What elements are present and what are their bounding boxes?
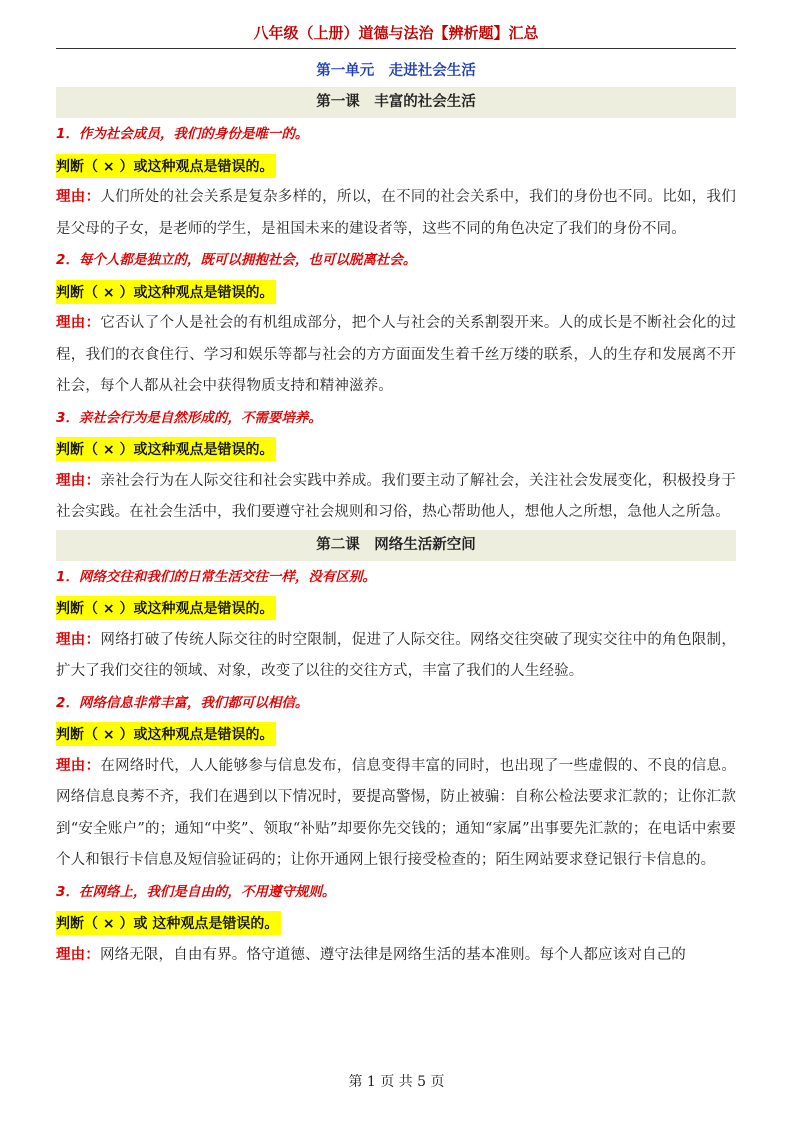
- lesson-heading: 第一课 丰富的社会生活: [56, 87, 736, 118]
- reason-paragraph: [56, 308, 736, 403]
- question: 3．在网络上，我们是自由的，不用遵守规则。: [56, 883, 336, 900]
- reason-paragraph: [56, 466, 736, 529]
- reason-paragraph: [56, 182, 736, 245]
- judgment-highlight: 判断（ × ）或这种观点是错误的。: [56, 280, 276, 304]
- question: 1．网络交往和我们的日常生活交往一样，没有区别。: [56, 568, 376, 585]
- judgment-highlight: 判断（ × ）或这种观点是错误的。: [56, 437, 276, 461]
- question: 3．亲社会行为是自然形成的，不需要培养。: [56, 409, 322, 426]
- document-title: 八年级（上册）道德与法治【辨析题】汇总: [253, 24, 539, 42]
- reason-label: 理由：: [56, 757, 101, 774]
- question: 2．每个人都是独立的，既可以拥抱社会，也可以脱离社会。: [56, 252, 417, 268]
- reason-text: 在网络时代，人人能够参与信息发布，信息变得丰富的同时，也出现了一些虚假的、不良的信息。网络信息良莠不齐，我们在遇到以下情况时，要提高警惕，防止被骗：自称公检法要求汇款的；让你汇款到“安全账户”的；通知“中奖”、领取“补贴”却要你先交钱的；通知“家属”出事要先汇款的；在电话中索要个人和银行卡信息及短信验证码的；让你开通网上银行接受检查的；陌生网站要求登记银行卡信息的。: [56, 757, 736, 868]
- judgment-row: [56, 275, 736, 308]
- reason-text: 人们所处的社会关系是复杂多样的，所以，在不同的社会关系中，我们的身份也不同。比如，我们是父母的子女，是老师的学生，是祖国未来的建设者等，这些不同的角色决定了我们的身份不同。: [56, 189, 736, 237]
- reason-paragraph: [56, 625, 736, 688]
- question: 1．作为社会成员，我们的身份是唯一的。: [56, 126, 309, 142]
- reason-label: 理由：: [56, 946, 100, 963]
- reason-label: 理由：: [56, 315, 101, 331]
- reason-label: 理由：: [56, 472, 101, 489]
- judgment-row: [56, 907, 736, 940]
- judgment-row: [56, 149, 736, 182]
- judgment-row: [56, 433, 736, 466]
- judgment-highlight: 判断（ × ）或这种观点是错误的。: [56, 154, 276, 178]
- lesson-heading: 第二课 网络生活新空间: [56, 530, 736, 561]
- page-number: 第 1 页 共 5 页: [348, 1074, 445, 1090]
- title-divider: [56, 48, 736, 49]
- reason-text: 亲社会行为在人际交往和社会实践中养成。我们要主动了解社会，关注社会发展变化，积极投身于社会实践。在社会生活中，我们要遵守社会规则和习俗，热心帮助他人，想他人之所想，急他人之所急。: [56, 472, 736, 520]
- reason-text: 网络打破了传统人际交往的时空限制，促进了人际交往。网络交往突破了现实交往中的角色限制，扩大了我们交往的领域、对象，改变了以往的交往方式，丰富了我们的人生经验。: [56, 631, 736, 679]
- reason-text: 它否认了个人是社会的有机组成部分，把个人与社会的关系割裂开来。人的成长是不断社会化的过程，我们的衣食住行、学习和娱乐等都与社会的方方面面发生着千丝万缕的联系，人的生存和发展离不开社会，每个人都从社会中获得物质支持和精神滋养。: [56, 315, 736, 394]
- judgment-row: [56, 718, 736, 751]
- reason-paragraph: [56, 940, 736, 972]
- reason-paragraph: [56, 751, 736, 877]
- reason-label: 理由：: [56, 189, 101, 205]
- reason-label: 理由：: [56, 631, 101, 648]
- unit-title: 第一单元 走进社会生活: [316, 63, 476, 79]
- reason-text: 网络无限，自由有界。恪守道德、遵守法律是网络生活的基本准则。每个人都应该对自己的: [99, 946, 686, 963]
- question: 2．网络信息非常丰富，我们都可以相信。: [56, 694, 309, 711]
- judgment-highlight: 判断（ × ）或 这种观点是错误的。: [56, 911, 281, 935]
- document-page: [56, 18, 736, 972]
- judgment-row: [56, 592, 736, 625]
- judgment-highlight: 判断（ × ）或这种观点是错误的。: [56, 596, 276, 620]
- judgment-highlight: 判断（ × ）或这种观点是错误的。: [56, 722, 276, 746]
